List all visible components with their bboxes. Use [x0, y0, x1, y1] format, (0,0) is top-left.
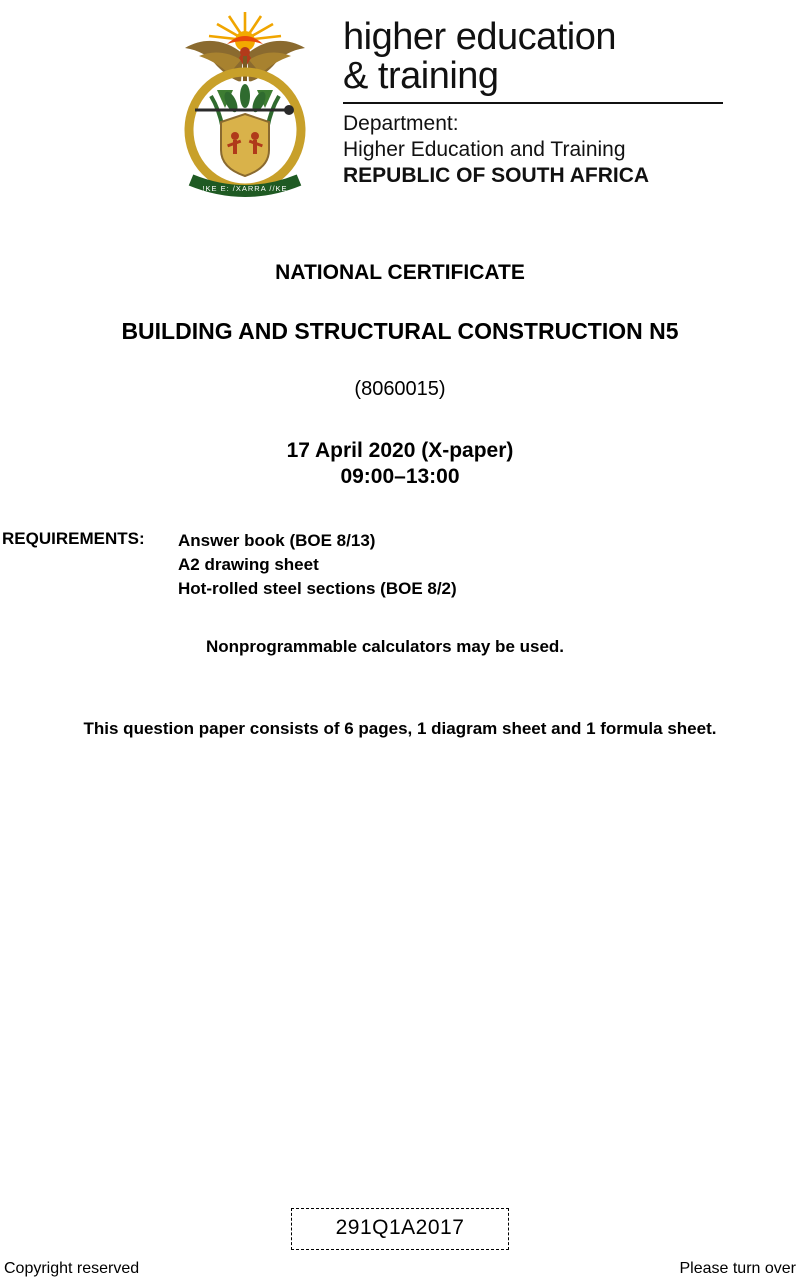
- paper-number: 291Q1A2017: [291, 1208, 510, 1250]
- department-name: Higher Education and Training: [343, 137, 626, 161]
- coat-of-arms-logo: [165, 10, 325, 210]
- page-count-note: This question paper consists of 6 pages, 1 diagram sheet and 1 formula sheet.: [83, 719, 717, 739]
- department-title-line2: & training: [343, 54, 499, 97]
- header-divider: [343, 102, 723, 104]
- country-name: REPUBLIC OF SOUTH AFRICA: [343, 164, 650, 188]
- certificate-title: NATIONAL CERTIFICATE: [275, 261, 525, 284]
- turn-over-notice: Please turn over: [679, 1260, 796, 1277]
- department-title-line1: higher education: [343, 16, 616, 58]
- requirements-label: REQUIREMENTS:: [2, 529, 145, 548]
- requirements-item: A2 drawing sheet: [178, 555, 319, 575]
- requirements-block: [0, 529, 800, 601]
- exam-date: 17 April 2020 (X-paper): [286, 439, 514, 462]
- copyright-notice: Copyright reserved: [4, 1260, 140, 1277]
- exam-time: 09:00–13:00: [340, 465, 460, 488]
- requirements-item: Answer book (BOE 8/13): [178, 531, 376, 550]
- paper-number-container: [0, 1208, 800, 1250]
- svg-text:!KE E: /XARRA //KE: !KE E: /XARRA //KE: [202, 184, 288, 193]
- subject-title: BUILDING AND STRUCTURAL CONSTRUCTION N5: [121, 318, 679, 344]
- document-header: [0, 0, 800, 215]
- requirements-list: [178, 529, 800, 601]
- requirements-item: Hot-rolled steel sections (BOE 8/2): [178, 579, 457, 599]
- department-label: Department:: [343, 111, 459, 135]
- department-identity: [343, 10, 800, 190]
- calculator-note: Nonprogrammable calculators may be used.: [205, 637, 565, 657]
- subject-code: (8060015): [354, 378, 446, 400]
- page-footer: [0, 1260, 800, 1278]
